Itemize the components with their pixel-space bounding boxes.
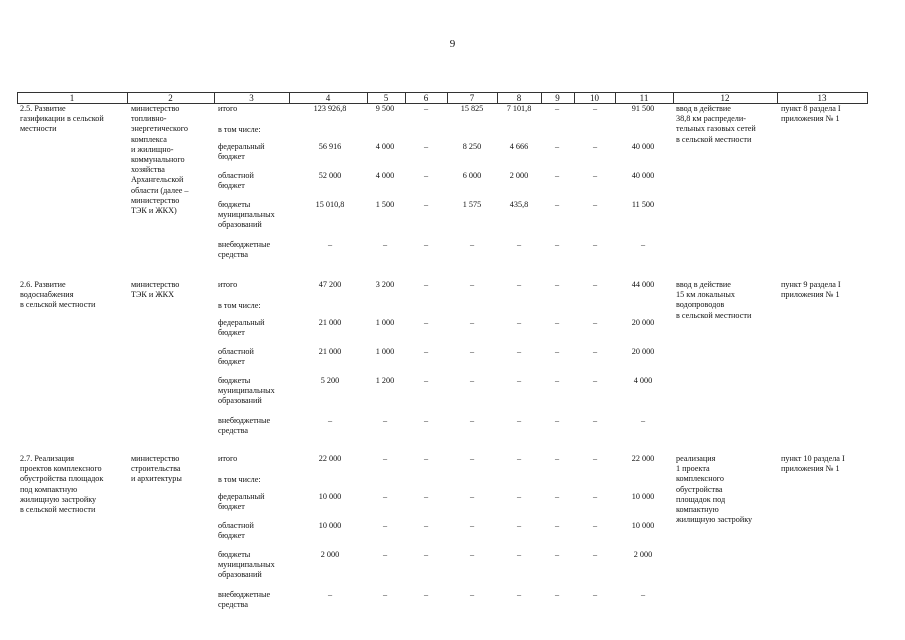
funding-value: – [469, 376, 475, 385]
funding-value: 40 000 [631, 142, 655, 151]
funding-value: 21 000 [318, 318, 342, 327]
funding-value: – [423, 492, 429, 501]
header-column-number: 11 [639, 93, 649, 103]
funding-value: – [554, 492, 560, 501]
funding-value: 10 000 [318, 521, 342, 530]
funding-value: 1 000 [375, 318, 395, 327]
funding-value: 22 000 [318, 454, 342, 463]
funding-value: – [516, 416, 522, 425]
funding-value: – [516, 347, 522, 356]
funding-value: – [382, 550, 388, 559]
funding-value: – [554, 104, 560, 113]
funding-source-label: итого [218, 454, 238, 463]
funding-value: – [640, 240, 646, 249]
funding-source-label: областной бюджет [218, 171, 254, 191]
funding-value: – [592, 280, 598, 289]
funding-value: 40 000 [631, 171, 655, 180]
header-column-number: 10 [590, 93, 599, 103]
funding-value: 56 916 [318, 142, 342, 151]
reference-link: пункт 10 раздела I приложения № 1 [781, 454, 845, 474]
funding-value: – [592, 200, 598, 209]
header-column-number: 9 [555, 93, 560, 103]
funding-value: 91 500 [631, 104, 655, 113]
funding-source-label: бюджеты муниципальных образований [218, 550, 275, 580]
funding-value: – [592, 347, 598, 356]
funding-value: 11 500 [631, 200, 655, 209]
funding-value: – [554, 454, 560, 463]
funding-value: 22 000 [631, 454, 655, 463]
reference-link: пункт 9 раздела I приложения № 1 [781, 280, 841, 300]
header-column-number: 1 [69, 93, 75, 103]
header-column-number: 4 [325, 93, 331, 103]
funding-value: 7 101,8 [506, 104, 532, 113]
funding-value: 2 000 [509, 171, 529, 180]
funding-value: – [469, 521, 475, 530]
funding-value: 5 200 [320, 376, 340, 385]
funding-source-label: в том числе: [218, 475, 261, 484]
funding-value: 47 200 [318, 280, 342, 289]
measure-name: 2.6. Развитие водоснабжения в сельской местности [20, 280, 96, 310]
funding-value: – [423, 454, 429, 463]
funding-value: 1 500 [375, 200, 395, 209]
funding-value: 435,8 [509, 200, 529, 209]
funding-value: 1 575 [462, 200, 482, 209]
funding-value: 3 200 [375, 280, 395, 289]
funding-value: – [469, 280, 475, 289]
funding-value: – [327, 240, 333, 249]
funding-value: 20 000 [631, 318, 655, 327]
funding-value: – [554, 280, 560, 289]
funding-value: 9 500 [375, 104, 395, 113]
funding-value: – [516, 492, 522, 501]
header-column-number: 13 [817, 93, 827, 103]
funding-value: – [554, 376, 560, 385]
funding-value: – [382, 240, 388, 249]
funding-value: – [554, 550, 560, 559]
executor-name: министерство строительства и архитектуры [131, 454, 182, 484]
executor-name: министерство топливно- энергетического комплекса и жилищно- коммунального хозяйства Архангельской области (далее – министерство ТЭК и ЖКХ) [131, 104, 189, 216]
funding-source-label: областной бюджет [218, 521, 254, 541]
funding-value: – [592, 492, 598, 501]
expected-result: реализация 1 проекта комплексного обустройства площадок под компактную жилищную застройку [676, 454, 753, 525]
funding-value: – [382, 521, 388, 530]
funding-value: – [592, 142, 598, 151]
page-number: 9 [449, 38, 456, 50]
funding-value: – [592, 521, 598, 530]
funding-value: 10 000 [631, 521, 655, 530]
funding-value: 15 010,8 [315, 200, 345, 209]
funding-value: – [554, 318, 560, 327]
header-column-number: 7 [469, 93, 475, 103]
header-column-number: 6 [423, 93, 429, 103]
funding-value: – [554, 347, 560, 356]
header-column-number: 2 [168, 93, 173, 103]
funding-value: – [423, 240, 429, 249]
funding-value: 4 000 [633, 376, 653, 385]
funding-value: – [516, 590, 522, 599]
funding-source-label: внебюджетные средства [218, 416, 271, 436]
funding-value: – [554, 142, 560, 151]
funding-value: – [516, 550, 522, 559]
funding-value: – [592, 416, 598, 425]
funding-value: – [592, 240, 598, 249]
funding-value: – [382, 492, 388, 501]
executor-name: министерство ТЭК и ЖКХ [131, 280, 180, 300]
funding-value: – [516, 280, 522, 289]
funding-value: – [423, 550, 429, 559]
funding-value: 15 825 [460, 104, 484, 113]
funding-value: – [469, 454, 475, 463]
funding-value: 2 000 [633, 550, 653, 559]
expected-result: ввод в действие 15 км локальных водопроводов в сельской местности [676, 280, 752, 320]
funding-value: – [592, 590, 598, 599]
funding-source-label: областной бюджет [218, 347, 254, 367]
funding-value: 44 000 [631, 280, 655, 289]
funding-source-label: внебюджетные средства [218, 240, 271, 260]
funding-value: 52 000 [318, 171, 342, 180]
funding-value: 6 000 [462, 171, 482, 180]
funding-value: – [469, 492, 475, 501]
funding-value: – [554, 590, 560, 599]
funding-value: – [469, 318, 475, 327]
funding-value: – [554, 240, 560, 249]
funding-value: – [423, 171, 429, 180]
funding-value: – [554, 416, 560, 425]
funding-source-label: бюджеты муниципальных образований [218, 200, 275, 230]
funding-value: 1 000 [375, 347, 395, 356]
funding-value: – [592, 550, 598, 559]
funding-source-label: в том числе: [218, 125, 261, 134]
funding-value: – [592, 376, 598, 385]
header-column-number: 3 [249, 93, 254, 103]
funding-value: – [382, 416, 388, 425]
funding-value: – [592, 318, 598, 327]
funding-value: 1 200 [375, 376, 395, 385]
funding-value: – [423, 200, 429, 209]
funding-value: – [516, 240, 522, 249]
funding-source-label: итого [218, 280, 238, 289]
reference-link: пункт 8 раздела I приложения № 1 [781, 104, 841, 124]
funding-value: – [469, 590, 475, 599]
header-column-divider [867, 92, 868, 104]
funding-source-label: бюджеты муниципальных образований [218, 376, 275, 406]
header-column-number: 12 [720, 93, 730, 103]
funding-value: – [592, 454, 598, 463]
funding-value: – [423, 104, 429, 113]
funding-value: – [554, 200, 560, 209]
funding-value: 8 250 [462, 142, 482, 151]
funding-value: – [382, 454, 388, 463]
funding-value: – [327, 590, 333, 599]
measure-name: 2.7. Реализация проектов комплексного обустройства площадок под компактную жилищную застройку в сельской местности [20, 454, 104, 515]
funding-value: – [640, 590, 646, 599]
funding-source-label: итого [218, 104, 238, 113]
funding-value: – [382, 590, 388, 599]
funding-value: – [423, 280, 429, 289]
funding-value: 10 000 [318, 492, 342, 501]
funding-source-label: внебюджетные средства [218, 590, 271, 610]
funding-value: – [423, 376, 429, 385]
funding-value: – [423, 521, 429, 530]
funding-value: 21 000 [318, 347, 342, 356]
funding-value: – [469, 550, 475, 559]
funding-source-label: федеральный бюджет [218, 142, 265, 162]
funding-value: – [516, 454, 522, 463]
header-column-number: 5 [383, 93, 389, 103]
funding-value: 123 926,8 [313, 104, 347, 113]
funding-value: – [640, 416, 646, 425]
funding-value: – [516, 318, 522, 327]
funding-value: – [327, 416, 333, 425]
funding-value: – [469, 416, 475, 425]
funding-source-label: федеральный бюджет [218, 318, 265, 338]
funding-value: – [469, 240, 475, 249]
funding-value: – [554, 521, 560, 530]
funding-value: 4 666 [509, 142, 529, 151]
funding-value: – [516, 376, 522, 385]
expected-result: ввод в действие 38,8 км распредели- тельных газовых сетей в сельской местности [676, 104, 756, 144]
funding-source-label: федеральный бюджет [218, 492, 265, 512]
funding-source-label: в том числе: [218, 301, 261, 310]
header-column-number: 8 [516, 93, 522, 103]
funding-value: – [423, 347, 429, 356]
funding-value: – [423, 318, 429, 327]
funding-value: – [423, 590, 429, 599]
funding-value: 4 000 [375, 171, 395, 180]
funding-value: – [469, 347, 475, 356]
funding-value: – [516, 521, 522, 530]
funding-value: – [592, 171, 598, 180]
measure-name: 2.5. Развитие газификации в сельской местности [20, 104, 104, 134]
funding-value: – [423, 416, 429, 425]
funding-value: – [554, 171, 560, 180]
funding-value: 20 000 [631, 347, 655, 356]
funding-value: 10 000 [631, 492, 655, 501]
funding-value: 2 000 [320, 550, 340, 559]
funding-value: 4 000 [375, 142, 395, 151]
funding-value: – [423, 142, 429, 151]
funding-value: – [592, 104, 598, 113]
